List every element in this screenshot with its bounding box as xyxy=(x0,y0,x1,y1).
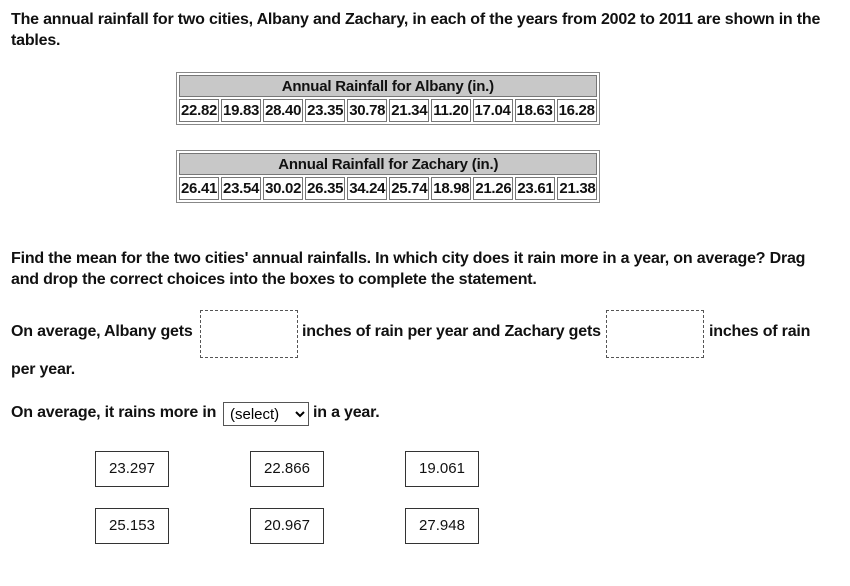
zachary-mean-drop-box[interactable] xyxy=(606,310,704,358)
albany-cell: 17.04 xyxy=(473,99,513,122)
zachary-rainfall-table xyxy=(176,150,600,203)
intro-text: The annual rainfall for two cities, Albany and Zachary, in each of the years from 2002 to 2011 are shown in the tables. xyxy=(11,11,821,49)
choice-tile[interactable]: 19.061 xyxy=(405,451,479,487)
question-text: Find the mean for the two cities' annual rainfalls. In which city does it rain more in a year, on average? Drag and drop the correct choices into the boxes to complete the statement. xyxy=(11,250,806,288)
choice-tile[interactable]: 23.297 xyxy=(95,451,169,487)
albany-mean-drop-box[interactable] xyxy=(200,310,298,358)
albany-rainfall-table xyxy=(176,72,600,125)
city-select[interactable] xyxy=(223,402,309,426)
statement-part4: per year. xyxy=(11,361,76,378)
zachary-cell: 18.98 xyxy=(431,177,471,200)
zachary-cell: 34.24 xyxy=(347,177,387,200)
statement-part3: inches of rain xyxy=(709,323,811,340)
albany-cell: 23.35 xyxy=(305,99,345,122)
sentence2-after: in a year. xyxy=(313,404,380,421)
albany-cell: 21.34 xyxy=(389,99,429,122)
zachary-cell: 30.02 xyxy=(263,177,303,200)
zachary-table-title: Annual Rainfall for Zachary (in.) xyxy=(179,153,597,175)
zachary-cell: 21.38 xyxy=(557,177,597,200)
albany-table-title: Annual Rainfall for Albany (in.) xyxy=(179,75,597,97)
albany-cell: 18.63 xyxy=(515,99,555,122)
sentence2-before: On average, it rains more in xyxy=(11,404,217,421)
zachary-cell: 23.61 xyxy=(515,177,555,200)
albany-cell: 22.82 xyxy=(179,99,219,122)
statement-part2: inches of rain per year and Zachary gets xyxy=(302,323,601,340)
choice-tile[interactable]: 25.153 xyxy=(95,508,169,544)
choice-tile[interactable]: 22.866 xyxy=(250,451,324,487)
albany-cell: 30.78 xyxy=(347,99,387,122)
albany-cell: 16.28 xyxy=(557,99,597,122)
statement-part1: On average, Albany gets xyxy=(11,323,193,340)
zachary-cell: 23.54 xyxy=(221,177,261,200)
zachary-cell: 25.74 xyxy=(389,177,429,200)
choice-tile[interactable]: 27.948 xyxy=(405,508,479,544)
albany-cell: 11.20 xyxy=(431,99,470,122)
zachary-cell: 26.35 xyxy=(305,177,345,200)
choice-tile[interactable]: 20.967 xyxy=(250,508,324,544)
albany-cell: 28.40 xyxy=(263,99,303,122)
zachary-cell: 21.26 xyxy=(473,177,513,200)
albany-cell: 19.83 xyxy=(221,99,261,122)
zachary-cell: 26.41 xyxy=(179,177,219,200)
